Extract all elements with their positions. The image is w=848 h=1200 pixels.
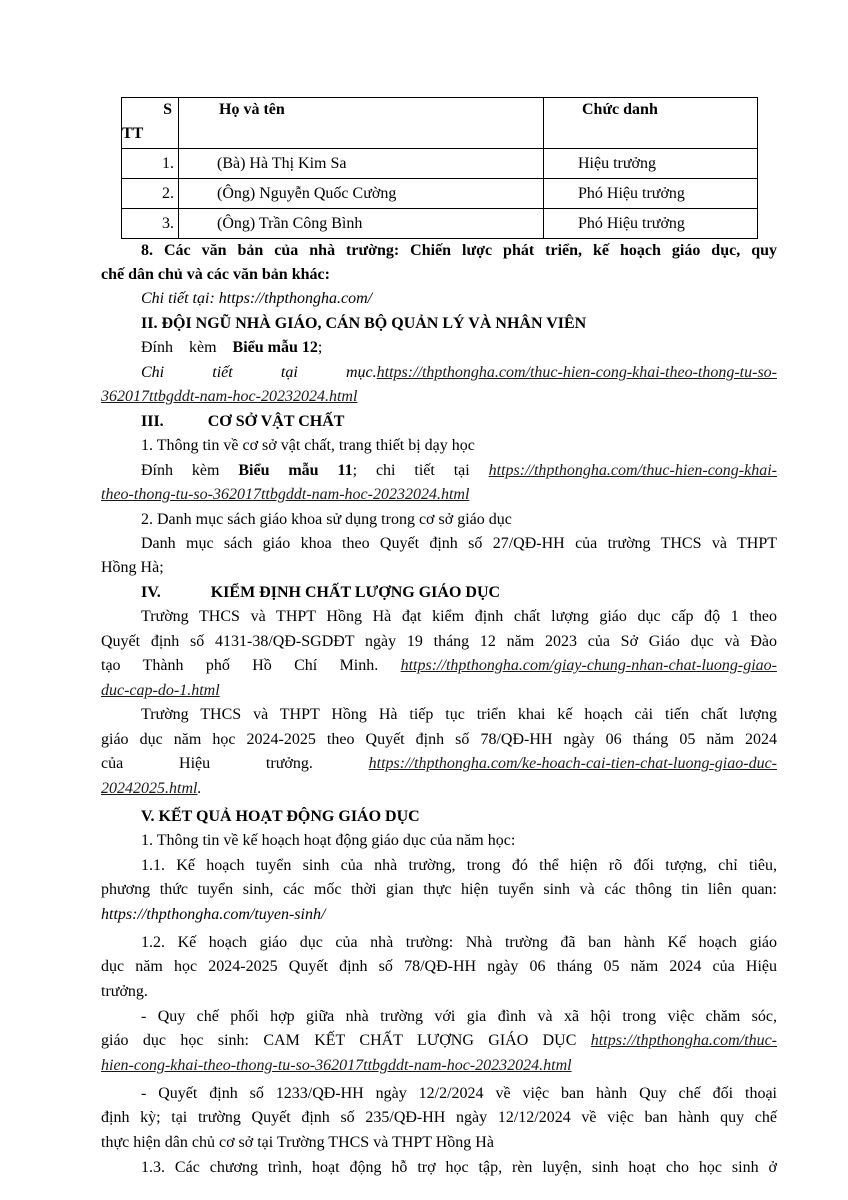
header-title: Chức danh [544,98,758,149]
section-5-qc-line-3 [101,1055,777,1077]
section-4-p1-line-4 [101,680,777,702]
row-title: Phó Hiệu trưởng [544,179,758,209]
section-2-heading: II. ĐỘI NGŨ NHÀ GIÁO, CÁN BỘ QUẢN LÝ VÀ NHÂN VIÊN [141,315,587,332]
section-3-item-2: 2. Danh mục sách giáo khoa sử dụng trong cơ sở giáo dục [141,511,512,528]
section-5-qd-line-3: thực hiện dân chủ cơ sở tại Trường THCS và THPT Hồng Hà [101,1134,494,1151]
section-4-p2-line-1: Trường THCS và THPT Hồng Hà tiếp tục triển khai kế hoạch cải tiến chất lượng [141,706,777,723]
section-4-link-2-cont[interactable]: 20242025.html [101,780,198,797]
header-stt-top: S [163,101,172,118]
row-name: (Ông) Nguyễn Quốc Cường [179,179,544,209]
section-5-1-2-line-2: dục năm học 2024-2025 Quyết định số 78/QĐ-HH ngày 06 tháng 05 năm 2024 của Hiệu [101,958,777,975]
section-4-heading: IV. KIỂM ĐỊNH CHẤT LƯỢNG GIÁO DỤC [141,584,501,601]
section-8-line-1: 8. Các văn bản của nhà trường: Chiến lược phát triển, kế hoạch giáo dục, quy [141,242,777,259]
table-row [122,179,758,209]
section-4-p2-line-2: giáo dục năm học 2024-2025 theo Quyết định số 78/QĐ-HH ngày 06 tháng 05 năm 2024 [101,731,777,748]
section-4-link-2[interactable]: https://thpthongha.com/ke-hoach-cai-tien-chat-luong-giao-duc- [368,755,777,772]
section-3-books-line-1: Danh mục sách giáo khoa theo Quyết định số 27/QĐ-HH của trường THCS và THPT [141,535,777,552]
section-8-detail: Chi tiết tại: https://thpthongha.com/ [141,290,373,307]
table-row [122,149,758,179]
section-5-qc-link[interactable]: https://thpthongha.com/thuc- [590,1032,777,1049]
section-5-qc-line-1: - Quy chế phối hợp giữa nhà trường với gia đình và xã hội trong việc chăm sóc, [141,1008,777,1025]
section-2-attach: Đính kèm Biểu mẫu 12; [141,339,323,356]
header-stt-bottom: TT [122,125,144,142]
leadership-table [121,97,758,239]
section-5-1-3-line-1: 1.3. Các chương trình, hoạt động hỗ trợ học tập, rèn luyện, sinh hoạt cho học sinh ở [141,1159,777,1176]
section-4-p1-line-1: Trường THCS và THPT Hồng Hà đạt kiểm định chất lượng giáo dục cấp độ 1 theo [141,608,777,625]
section-5-qd-line-2: định kỳ; tại trường Quyết định số 235/QĐ-HH ngày 12/12/2024 về việc ban hành quy chế [101,1109,777,1126]
section-3-link[interactable]: https://thpthongha.com/thuc-hien-cong-khai- [488,462,778,479]
section-3-item-1: 1. Thông tin về cơ sở vật chất, trang thiết bị dạy học [141,437,475,454]
section-4-link-1-cont[interactable]: duc-cap-do-1.html [101,682,220,699]
section-5-1-1-link: https://thpthongha.com/tuyen-sinh/ [101,906,326,923]
row-number: 1. [122,149,179,179]
row-name: (Bà) Hà Thị Kim Sa [179,149,544,179]
table-header-row [122,98,758,149]
section-3-heading: III. CƠ SỞ VẬT CHẤT [141,413,345,430]
section-5-item-1: 1. Thông tin về kế hoạch hoạt động giáo dục của năm học: [141,832,516,849]
section-4-link-1[interactable]: https://thpthongha.com/giay-chung-nhan-chat-luong-giao- [400,657,777,674]
section-3-link-cont-text[interactable]: theo-thong-tu-so-362017ttbgddt-nam-hoc-20232024.html [101,486,470,503]
section-8-line-2: chế dân chủ và các văn bản khác: [101,266,330,283]
section-5-1-2-line-3: trưởng. [101,983,148,1000]
section-2-link-cont [101,386,777,408]
header-stt [122,98,179,149]
section-4-p2-line-4: 20242025.html. [101,780,202,797]
section-3-books-line-2: Hồng Hà; [101,559,164,576]
section-3-attach: Đính kèm Biểu mẫu 11; chi tiết tại https://thpthongha.com/thuc-hien-cong-khai- [141,462,778,479]
section-4-p2-line-3: của Hiệu trưởng. https://thpthongha.com/ke-hoach-cai-tien-chat-luong-giao-duc- [101,755,777,772]
row-name: (Ông) Trần Công Bình [179,209,544,239]
row-title: Hiệu trưởng [544,149,758,179]
section-5-1-1-line-2: phương thức tuyển sinh, các mốc thời gian thực hiện tuyển sinh và các thông tin liên quan: [101,881,777,898]
section-5-qc-link-cont[interactable]: hien-cong-khai-theo-thong-tu-so-362017ttbgddt-nam-hoc-20232024.html [101,1057,572,1074]
section-5-heading: V. KẾT QUẢ HOẠT ĐỘNG GIÁO DỤC [141,808,420,825]
section-2-link[interactable]: https://thpthongha.com/thuc-hien-cong-khai-theo-thong-tu-so- [376,364,777,381]
table-row [122,209,758,239]
header-name: Họ và tên [179,98,544,149]
section-5-1-1-line-1: 1.1. Kế hoạch tuyển sinh của nhà trường, trong đó thể hiện rõ đối tượng, chỉ tiêu, [141,857,777,874]
section-5-qc-line-2: giáo dục học sinh: CAM KẾT CHẤT LƯỢNG GIÁO DỤC https://thpthongha.com/thuc- [101,1032,777,1049]
row-title: Phó Hiệu trưởng [544,209,758,239]
section-5-qd-line-1: - Quyết định số 1233/QĐ-HH ngày 12/2/2024 về việc ban hành Quy chế đối thoại [141,1085,777,1102]
section-3-link-cont [101,484,777,506]
section-2-link-cont-text[interactable]: 362017ttbgddt-nam-hoc-20232024.html [101,388,358,405]
row-number: 3. [122,209,179,239]
section-4-p1-line-3: tạo Thành phố Hồ Chí Minh. https://thpthongha.com/giay-chung-nhan-chat-luong-giao- [101,657,777,674]
section-4-p1-line-2: Quyết định số 4131-38/QĐ-SGDĐT ngày 19 tháng 12 năm 2023 của Sở Giáo dục và Đào [101,633,777,650]
row-number: 2. [122,179,179,209]
section-2-detail: Chi tiết tại mục.https://thpthongha.com/thuc-hien-cong-khai-theo-thong-tu-so- [141,364,777,381]
section-5-1-2-line-1: 1.2. Kế hoạch giáo dục của nhà trường: Nhà trường đã ban hành Kế hoạch giáo [141,934,777,951]
